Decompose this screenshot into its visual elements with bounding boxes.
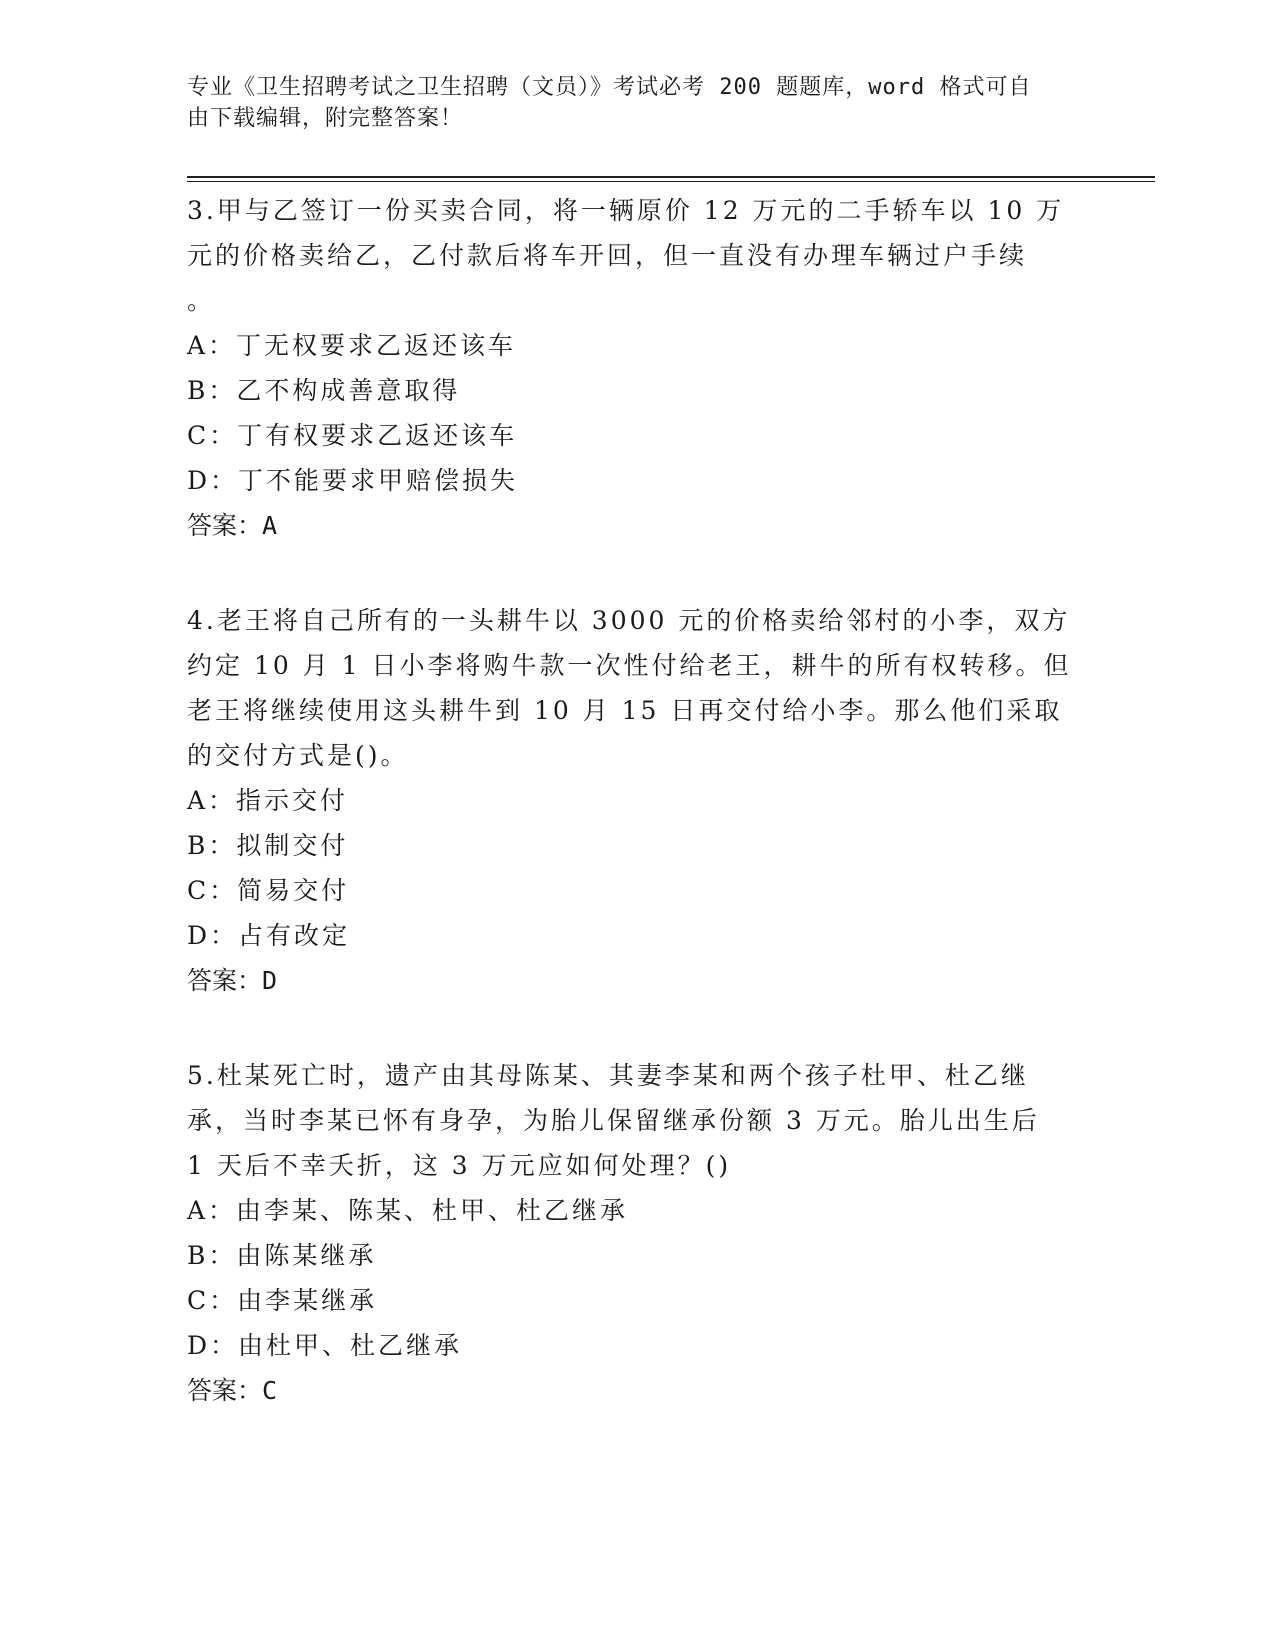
stem-line: 承，当时李某已怀有身孕，为胎儿保留继承份额 3 万元。胎儿出生后 <box>187 1106 1040 1135</box>
stem-line: 约定 10 月 1 日小李将购牛款一次性付给老王，耕牛的所有权转移。但 <box>187 651 1072 680</box>
option-d: D：占有改定 <box>187 921 351 950</box>
stem-line: 5.杜某死亡时，遗产由其母陈某、其妻李某和两个孩子杜甲、杜乙继 <box>187 1061 1029 1090</box>
option-c: C：由李某继承 <box>187 1286 378 1315</box>
option-b: B：由陈某继承 <box>187 1241 377 1270</box>
header-divider-thin <box>187 181 1155 182</box>
question-stem <box>187 598 1087 778</box>
stem-line: 的交付方式是()。 <box>187 741 409 770</box>
answer: 答案：A <box>187 511 278 540</box>
option-c: C：丁有权要求乙返还该车 <box>187 421 518 450</box>
stem-line: 元的价格卖给乙，乙付款后将车开回，但一直没有办理车辆过户手续 <box>187 241 1028 270</box>
stem-line: 1 天后不幸夭折，这 3 万元应如何处理？() <box>187 1151 732 1180</box>
option-d: D：丁不能要求甲赔偿损失 <box>187 466 519 495</box>
question-5 <box>187 1053 1087 1413</box>
option-b: B：拟制交付 <box>187 831 349 860</box>
header-divider-thick <box>187 176 1155 178</box>
option-d: D：由杜甲、杜乙继承 <box>187 1331 463 1360</box>
answer: 答案：D <box>187 966 278 995</box>
header-line-2: 由下载编辑，附完整答案！ <box>187 106 464 131</box>
stem-line: 3.甲与乙签订一份买卖合同，将一辆原价 12 万元的二手轿车以 10 万 <box>187 196 1065 225</box>
option-a: A：丁无权要求乙返还该车 <box>187 331 517 360</box>
header-line-1: 专业《卫生招聘考试之卫生招聘（文员）》考试必考 200 题题库，word 格式可自 <box>187 75 1032 100</box>
question-stem <box>187 188 1087 323</box>
stem-line: 4.老王将自己所有的一头耕牛以 3000 元的价格卖给邻村的小李，双方 <box>187 606 1071 635</box>
document-header <box>187 72 1067 134</box>
stem-line: 老王将继续使用这头耕牛到 10 月 15 日再交付给小李。那么他们采取 <box>187 696 1063 725</box>
option-a: A：指示交付 <box>187 786 349 815</box>
question-stem <box>187 1053 1087 1188</box>
option-b: B：乙不构成善意取得 <box>187 376 461 405</box>
answer: 答案：C <box>187 1376 278 1405</box>
stem-line: 。 <box>187 286 216 315</box>
question-3 <box>187 188 1087 548</box>
option-c: C：简易交付 <box>187 876 350 905</box>
question-4 <box>187 598 1087 1003</box>
option-a: A：由李某、陈某、杜甲、杜乙继承 <box>187 1196 629 1225</box>
question-list <box>187 188 1087 1463</box>
